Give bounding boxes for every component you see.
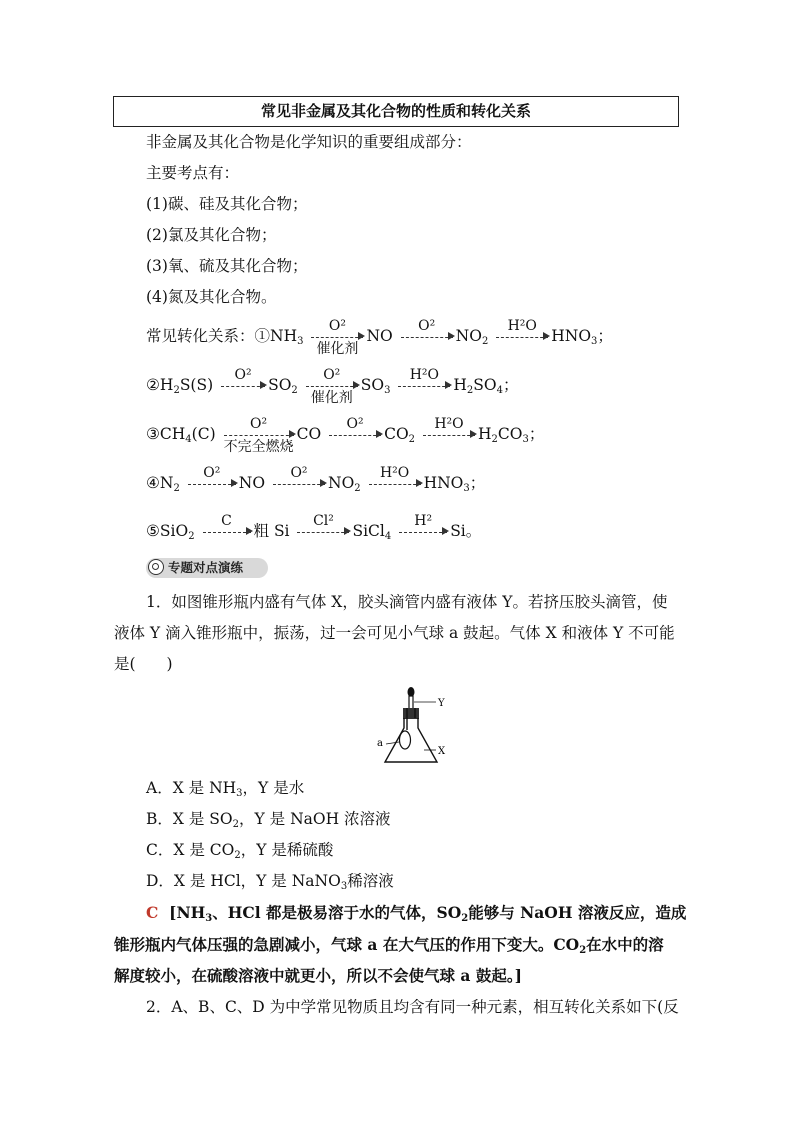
arrow-reagent: C [221,512,232,529]
species: 粗 Si [253,522,290,540]
subscript: 3 [297,336,304,347]
flask-figure [372,682,452,768]
subscript: 2 [188,531,195,542]
species: NO [238,474,266,492]
section-badge [146,558,268,578]
option-text: ，Y 是 NaOH 浓溶液 [238,810,391,828]
conversion-number: ④ [146,474,160,492]
subscript: 3 [384,385,391,396]
arrow-condition: 催化剂 [310,389,353,406]
reaction-arrow [399,512,447,533]
species: CO [296,425,322,443]
reaction-arrow [311,317,363,357]
intro-text: 非金属及其化合物是化学知识的重要组成部分： [146,133,472,151]
species: SO [360,376,385,394]
species: NO [328,474,355,492]
explanation-text: 锥形瓶内气体压强的急剧减小，气球 a 在大气压的作用下变大。CO [114,935,580,954]
species: SO [473,376,497,394]
subscript: 2 [481,336,489,347]
species: SO [268,376,292,394]
arrow-reagent: O² [250,415,268,432]
subscript: 2 [354,483,361,494]
option-text: 稀溶液 [347,872,394,890]
arrow-reagent: O² [290,464,308,481]
punctuation: ； [528,425,545,443]
section-title: 常见非金属及其化合物的性质和转化关系 [113,96,679,127]
balloon-a [400,731,411,749]
arrow-reagent: H² [414,512,433,529]
species: CH [159,425,186,443]
subscript: 3 [463,483,470,494]
punctuation: ； [502,376,519,394]
option-text: ，Y 是水 [242,779,305,797]
explanation-text: [NH [169,903,206,922]
subscript: 4 [496,385,503,396]
subscript: 2 [466,385,474,396]
subscript: 2 [579,945,587,956]
punctuation: ； [597,327,613,345]
point-1: (1)碳、硅及其化合物； [146,195,308,213]
conversion-number: ① [254,327,271,345]
figure-label-x: X [438,746,446,757]
key-points-label: 主要考点有： [146,164,240,182]
arrow-reagent: O² [234,366,252,383]
conversion-number: ② [146,376,160,394]
reaction-arrow [223,415,294,455]
reaction-arrow [496,317,548,338]
arrow-reagent: O² [418,317,436,334]
q2-line-1: 2．A、B、C、D 为中学常见物质且均含有同一种元素，相互转化关系如下(反 [146,998,679,1016]
option-a [146,778,304,798]
conversion-3 [146,415,545,455]
arrow-reagent: O² [323,366,341,383]
answer-letter: C [146,903,159,922]
explanation-line-2 [114,935,664,955]
subscript: 2 [173,483,180,494]
reaction-arrow [188,464,236,485]
arrow-reagent: O² [328,317,346,334]
conversion-4 [146,464,486,494]
subscript: 2 [408,434,416,445]
conversion-number: ③ [146,425,160,443]
species: N [159,474,174,492]
species: NH [270,327,298,345]
option-b [146,809,391,829]
conversion-5 [146,512,482,542]
point-4: (4)氮及其化合物。 [146,288,277,306]
explanation-line-1 [146,903,686,923]
species: NO [455,327,482,345]
species: NO [366,327,393,345]
section-badge-label: 专题对点演练 [168,560,244,575]
reaction-arrow [273,464,325,485]
subscript: 3 [236,788,243,799]
reaction-arrow [369,464,421,485]
species: H [477,425,492,443]
q1-line-3: 是( ) [114,655,173,673]
point-2: (2)氯及其化合物； [146,226,277,244]
conversion-1 [146,317,613,357]
punctuation: ； [469,474,486,492]
subscript: 3 [591,336,598,347]
species: SiCl [352,522,385,540]
target-icon [148,559,164,575]
explanation-line-3: 解度较小，在硫酸溶液中就更小，所以不会使气球 a 鼓起。] [114,966,522,985]
explanation-text: 在水中的溶 [586,935,664,954]
reaction-arrow [297,512,349,533]
reaction-arrow [423,415,475,436]
species: S(S) [179,376,214,394]
subscript: 3 [522,434,529,445]
conversions-label: 常见转化关系： [146,327,255,345]
option-text: B．X 是 SO [146,810,233,828]
option-text: A．X 是 NH [146,779,237,797]
reaction-arrow [398,366,450,387]
arrow-reagent: O² [203,464,221,481]
arrow-condition: 不完全燃烧 [223,438,294,455]
species: H [453,376,467,394]
subscript: 2 [173,385,180,396]
subscript: 4 [384,531,392,542]
reaction-arrow [401,317,453,338]
arrow-reagent: H²O [409,366,440,383]
option-c [146,840,333,860]
species: HNO [551,327,592,345]
arrow-reagent: H²O [507,317,537,334]
option-text: C．X 是 CO [146,841,235,859]
subscript: 2 [234,850,241,861]
figure-label-a: a [377,738,383,749]
arrow-condition: 催化剂 [316,340,359,357]
subscript: 3 [340,881,348,892]
arrow-reagent: H²O [379,464,410,481]
arrow-reagent: H²O [434,415,464,432]
option-text: ，Y 是稀硫酸 [240,841,334,859]
q1-line-1: 1．如图锥形瓶内盛有气体 X，胶头滴管内盛有液体 Y。若挤压胶头滴管，使 [146,593,668,611]
arrow-reagent: Cl² [313,512,334,529]
reaction-arrow [221,366,265,387]
species: H [159,376,174,394]
subscript: 2 [232,819,239,830]
explanation-text: 、HCl 都是极易溶于水的气体，SO [212,903,462,922]
species: (C) [191,425,216,443]
subscript: 2 [491,434,498,445]
subscript: 4 [185,434,192,445]
species: CO [497,425,523,443]
point-3: (3)氧、硫及其化合物； [146,257,308,275]
species: Si [450,522,466,540]
flask-stopper [403,708,419,719]
subscript: 2 [461,913,469,924]
species: HNO [423,474,464,492]
subscript: 2 [291,385,298,396]
species: CO [384,425,409,443]
species: SiO [159,522,189,540]
figure-label-y: Y [438,698,445,709]
conversion-2 [146,366,519,406]
subscript: 3 [205,913,213,924]
punctuation: 。 [465,522,482,540]
option-text: D．X 是 HCl，Y 是 NaNO [146,872,341,890]
q1-line-2: 液体 Y 滴入锥形瓶中，振荡，过一会可见小气球 a 鼓起。气体 X 和液体 Y 不可能 [114,624,675,642]
explanation-text: 能够与 NaOH 溶液反应，造成 [468,903,687,922]
conversion-number: ⑤ [146,522,160,540]
option-d [146,871,394,891]
reaction-arrow [203,512,251,533]
reaction-arrow [329,415,381,436]
reaction-arrow [306,366,358,406]
arrow-reagent: O² [346,415,364,432]
